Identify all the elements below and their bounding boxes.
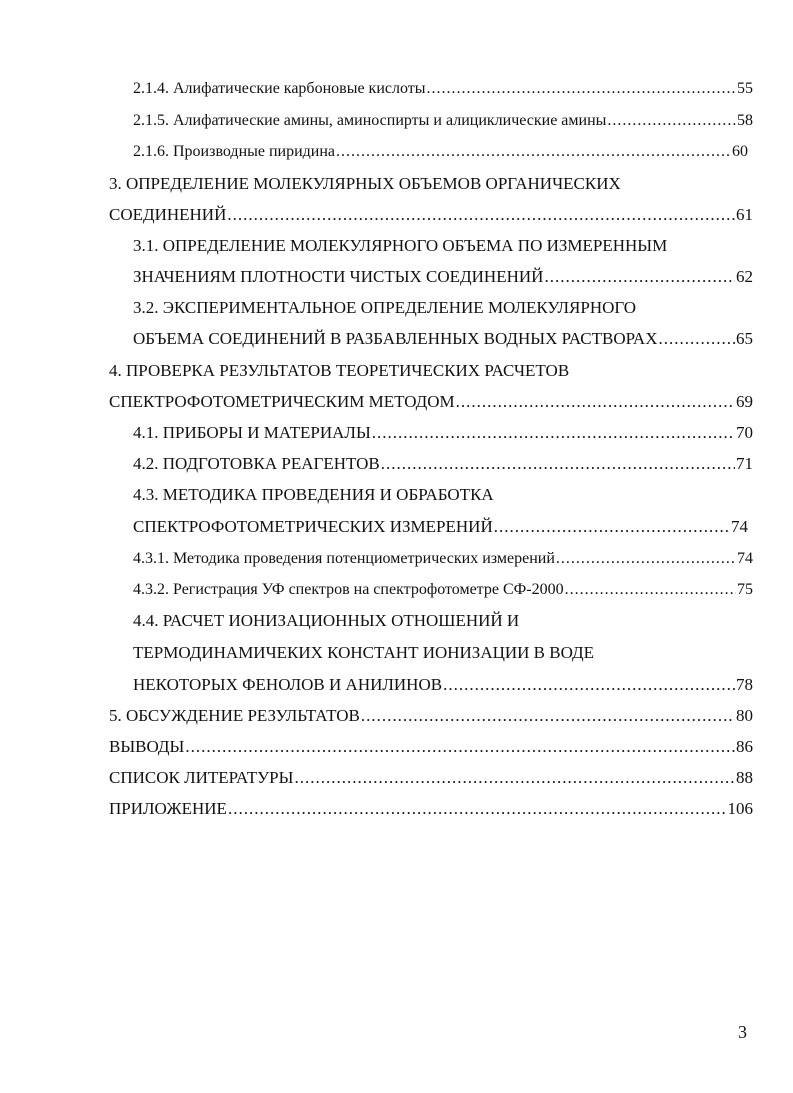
toc-entry-3-2-line2 xyxy=(133,328,753,350)
dot-leader xyxy=(456,391,735,413)
toc-entry-4-3-1 xyxy=(133,548,753,570)
dot-leader xyxy=(556,548,736,570)
dot-leader xyxy=(185,736,735,758)
toc-entry-title: 5. ОБСУЖДЕНИЕ РЕЗУЛЬТАТОВ xyxy=(109,706,360,725)
toc-entry-page: 69 xyxy=(736,392,753,411)
dot-leader xyxy=(361,705,735,727)
toc-entry-title: 4.1. ПРИБОРЫ И МАТЕРИАЛЫ xyxy=(133,423,371,442)
toc-entry-3-line2 xyxy=(109,204,753,226)
dot-leader xyxy=(607,110,736,132)
toc-entry-4-line1: 4. ПРОВЕРКА РЕЗУЛЬТАТОВ ТЕОРЕТИЧЕСКИХ РАСЧЕТОВ xyxy=(109,361,570,380)
toc-entry-page: 65 xyxy=(736,329,753,348)
toc-entry-appendix xyxy=(109,798,753,820)
toc-entry-3-2-line1: 3.2. ЭКСПЕРИМЕНТАЛЬНОЕ ОПРЕДЕЛЕНИЕ МОЛЕКУЛЯРНОГО xyxy=(133,298,637,317)
toc-entry-title: НЕКОТОРЫХ ФЕНОЛОВ И АНИЛИНОВ xyxy=(133,675,443,694)
toc-entry-title: ЗНАЧЕНИЯМ ПЛОТНОСТИ ЧИСТЫХ СОЕДИНЕНИЙ xyxy=(133,267,544,286)
toc-entry-page: 78 xyxy=(736,675,753,694)
dot-leader xyxy=(372,422,735,444)
dot-leader xyxy=(565,579,736,601)
toc-entry-2-1-4 xyxy=(133,78,753,100)
toc-entry-page: 106 xyxy=(727,799,753,818)
toc-entry-page: 74 xyxy=(731,517,748,536)
toc-entry-title: СПИСОК ЛИТЕРАТУРЫ xyxy=(109,768,294,787)
toc-entry-page: 60 xyxy=(732,143,748,160)
toc-entry-page: 61 xyxy=(736,205,753,224)
dot-leader xyxy=(443,674,735,696)
toc-entry-4-4-line3 xyxy=(133,674,753,696)
dot-leader xyxy=(294,767,735,789)
toc-entry-page: 58 xyxy=(737,112,753,129)
toc-entry-page: 86 xyxy=(736,737,753,756)
toc-entry-page: 80 xyxy=(736,706,753,725)
toc-entry-4-3-line1: 4.3. МЕТОДИКА ПРОВЕДЕНИЯ И ОБРАБОТКА xyxy=(133,485,494,504)
toc-entry-2-1-6 xyxy=(133,141,748,163)
toc-entry-page: 70 xyxy=(736,423,753,442)
toc-entry-title: ПРИЛОЖЕНИЕ xyxy=(109,799,227,818)
toc-entry-title: ОБЪЕМА СОЕДИНЕНИЙ В РАЗБАВЛЕННЫХ ВОДНЫХ РАСТВОРАХ xyxy=(133,329,658,348)
toc-entry-title: СПЕКТРОФОТОМЕТРИЧЕСКИМ МЕТОДОМ xyxy=(109,392,455,411)
toc-entry-4-4-line2: ТЕРМОДИНАМИЧЕКИХ КОНСТАНТ ИОНИЗАЦИИ В ВОДЕ xyxy=(133,643,595,662)
toc-entry-page: 55 xyxy=(737,80,753,97)
dot-leader xyxy=(427,78,737,100)
toc-entry-4-line2 xyxy=(109,391,753,413)
toc-entry-4-1 xyxy=(133,422,753,444)
toc-entry-conclusions xyxy=(109,736,753,758)
dot-leader xyxy=(227,204,735,226)
dot-leader xyxy=(658,328,735,350)
toc-entry-title: 4.3.1. Методика проведения потенциометрических измерений xyxy=(133,550,555,567)
page-number: 3 xyxy=(738,1022,747,1042)
toc-entry-4-3-line2 xyxy=(133,516,748,538)
toc-entry-page: 88 xyxy=(736,768,753,787)
dot-leader xyxy=(381,453,735,475)
toc-entry-4-2 xyxy=(133,453,753,475)
toc-entry-4-4-line1: 4.4. РАСЧЕТ ИОНИЗАЦИОННЫХ ОТНОШЕНИЙ И xyxy=(133,611,520,630)
toc-entry-page: 75 xyxy=(737,581,753,598)
toc-entry-title: 4.3.2. Регистрация УФ спектров на спектрофотометре СФ-2000 xyxy=(133,581,564,598)
toc-entry-title: 2.1.4. Алифатические карбоновые кислоты xyxy=(133,80,426,97)
toc-entry-5 xyxy=(109,705,753,727)
toc-entry-title: 4.2. ПОДГОТОВКА РЕАГЕНТОВ xyxy=(133,454,380,473)
dot-leader xyxy=(544,266,735,288)
toc-entry-2-1-5 xyxy=(133,110,753,132)
toc-entry-title: 2.1.6. Производные пиридина xyxy=(133,143,336,160)
toc-entry-title: СОЕДИНЕНИЙ xyxy=(109,205,227,224)
toc-entry-references xyxy=(109,767,753,789)
dot-leader xyxy=(494,516,730,538)
toc-entry-4-3-2 xyxy=(133,579,753,601)
dot-leader xyxy=(336,141,731,163)
toc-entry-page: 74 xyxy=(737,550,753,567)
toc-entry-3-1-line2 xyxy=(133,266,753,288)
toc-entry-3-1-line1: 3.1. ОПРЕДЕЛЕНИЕ МОЛЕКУЛЯРНОГО ОБЪЕМА ПО ИЗМЕРЕННЫМ xyxy=(133,236,668,255)
toc-entry-page: 71 xyxy=(736,454,753,473)
toc-entry-title: СПЕКТРОФОТОМЕТРИЧЕСКИХ ИЗМЕРЕНИЙ xyxy=(133,517,493,536)
toc-entry-3-line1: 3. ОПРЕДЕЛЕНИЕ МОЛЕКУЛЯРНЫХ ОБЪЕМОВ ОРГАНИЧЕСКИХ xyxy=(109,174,621,193)
toc-entry-title: 2.1.5. Алифатические амины, аминоспирты и алициклические амины xyxy=(133,112,607,129)
toc-entry-page: 62 xyxy=(736,267,753,286)
toc-entry-title: ВЫВОДЫ xyxy=(109,737,185,756)
dot-leader xyxy=(228,798,727,820)
